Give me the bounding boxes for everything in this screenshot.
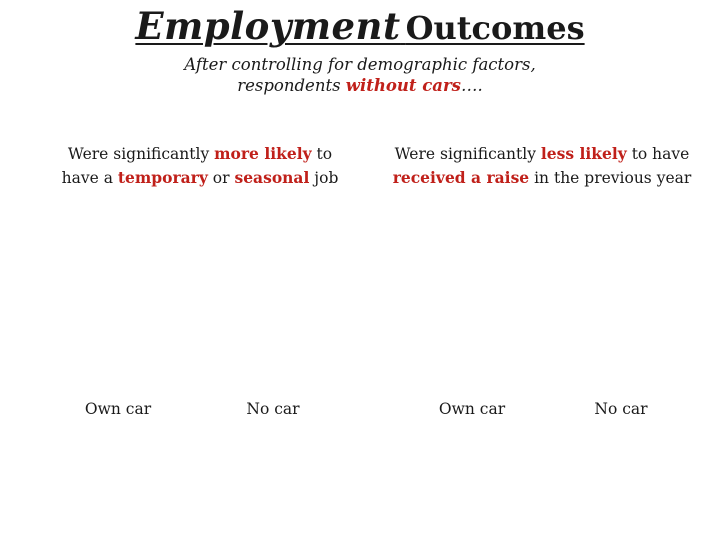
left-text-3: have a — [61, 169, 118, 187]
left-emph-temporary: temporary — [117, 168, 208, 187]
subtitle-line-2 — [0, 75, 720, 96]
subtitle-line-2-text: respondents — [237, 76, 346, 95]
right-panel-statement — [372, 142, 712, 190]
right-label-no-car: No car — [594, 400, 648, 418]
left-emph-more-likely: more likely — [214, 144, 312, 163]
left-panel-statement — [30, 142, 370, 190]
subtitle-emphasis: without cars — [345, 76, 461, 95]
left-label-own-car: Own car — [84, 400, 152, 418]
left-text-1: Were significantly — [67, 145, 215, 163]
left-statement-line-1 — [30, 142, 370, 166]
subtitle-ellipsis: …. — [460, 76, 483, 95]
left-emph-seasonal: seasonal — [234, 168, 310, 187]
right-emph-less-likely: less likely — [540, 144, 627, 163]
subtitle-line-1: After controlling for demographic factors, — [184, 55, 536, 74]
title-word-outcomes: Outcomes — [405, 9, 585, 47]
left-label-no-car: No car — [246, 400, 300, 418]
right-text-3: in the previous year — [529, 169, 692, 187]
right-statement-line-1 — [372, 142, 712, 166]
right-text-1: Were significantly — [394, 145, 541, 163]
right-label-own-car: Own car — [438, 400, 506, 418]
left-text-5: job — [309, 169, 339, 187]
left-statement-line-2 — [30, 166, 370, 190]
subtitle — [0, 54, 720, 96]
left-text-2: to — [311, 145, 333, 163]
right-text-2: to have — [626, 145, 690, 163]
left-text-4: or — [207, 169, 235, 187]
title-word-employment: Employment — [135, 4, 401, 48]
slide-title — [0, 4, 720, 48]
right-statement-line-2 — [372, 166, 712, 190]
right-emph-received-raise: received a raise — [392, 168, 530, 187]
